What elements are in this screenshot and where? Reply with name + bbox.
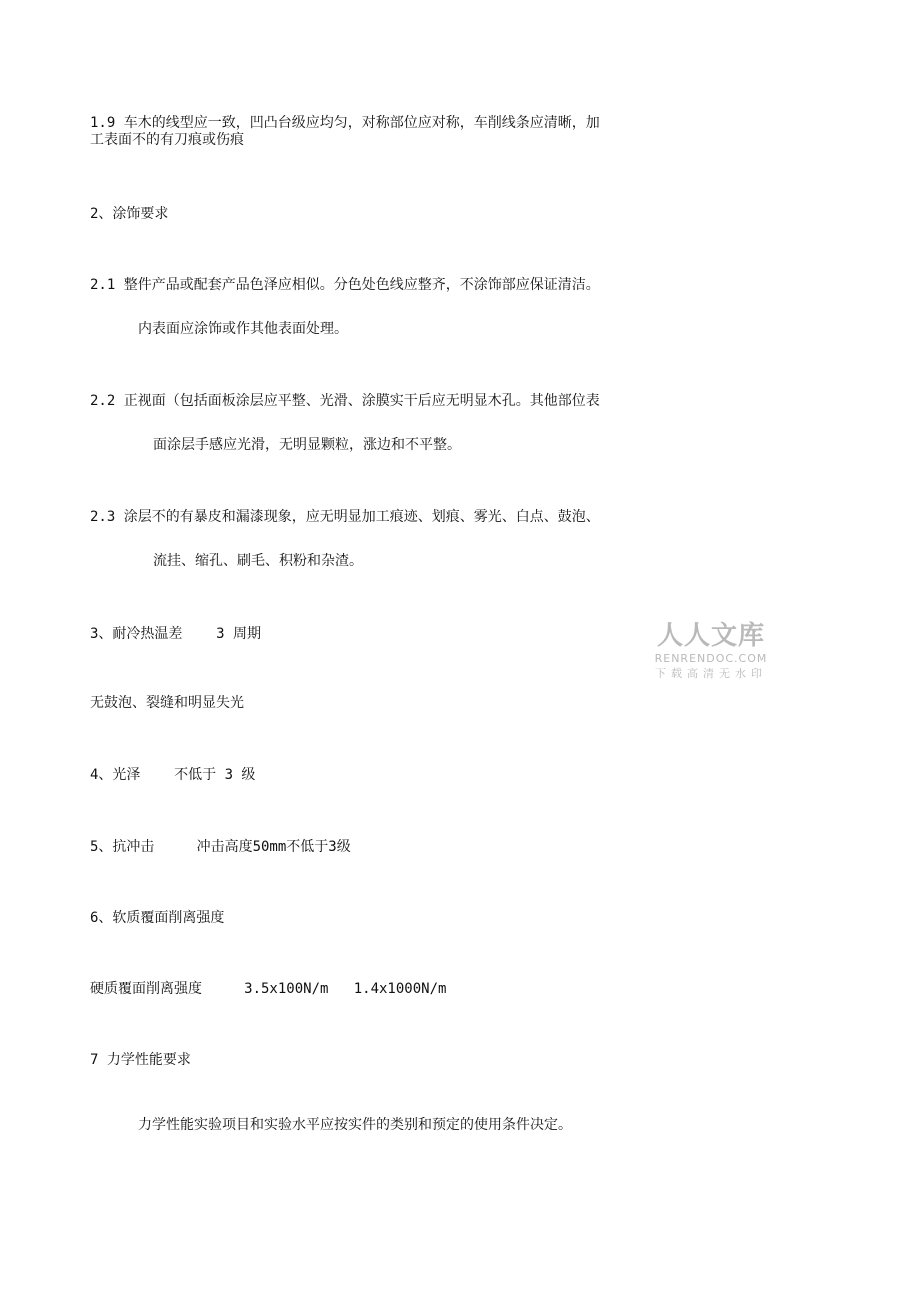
section-2-heading: 2、涂饰要求 <box>90 206 169 222</box>
section-4-heading: 4、光泽 不低于 3 级 <box>90 767 256 783</box>
section-3-detail: 无鼓泡、裂缝和明显失光 <box>90 695 244 711</box>
section-6-detail: 硬质覆面削离强度 3.5x100N/m 1.4x1000N/m <box>90 981 447 997</box>
clause-2-1-line-2: 内表面应涂饰或作其他表面处理。 <box>138 321 348 337</box>
section-3-heading: 3、耐冷热温差 3 周期 <box>90 626 262 642</box>
clause-2-2-line-2: 面涂层手感应光滑，无明显颗粒，涨边和不平整。 <box>153 437 461 453</box>
clause-2-1-line-1: 2.1 整件产品或配套产品色泽应相似。分色处色线应整齐，不涂饰部应保证清洁。 <box>90 277 600 293</box>
watermark-title: 人人文库 <box>656 621 765 651</box>
clause-1-9-line-2: 工表面不的有刀痕或伤痕 <box>90 132 244 148</box>
clause-1-9-line-1: 1.9 车木的线型应一致，凹凸台级应均匀，对称部位应对称，车削线条应清晰，加 <box>90 115 600 131</box>
clause-2-3-line-1: 2.3 涂层不的有暴皮和漏漆现象，应无明显加工痕迹、划痕、雾光、白点、鼓泡、 <box>90 509 600 525</box>
section-7-detail: 力学性能实验项目和实验水平应按实件的类别和预定的使用条件决定。 <box>138 1117 572 1133</box>
watermark-url: RENRENDOC.COM <box>654 652 768 665</box>
section-7-heading: 7 力学性能要求 <box>90 1052 191 1068</box>
section-5-heading: 5、抗冲击 冲击高度50mm不低于3级 <box>90 839 351 855</box>
renrendoc-watermark <box>648 620 774 682</box>
section-6-heading: 6、软质覆面削离强度 <box>90 910 225 926</box>
clause-2-3-line-2: 流挂、缩孔、刷毛、积粉和杂渣。 <box>153 553 363 569</box>
watermark-slogan: 下载高清无水印 <box>655 667 767 680</box>
clause-2-2-line-1: 2.2 正视面（包括面板涂层应平整、光滑、涂膜实干后应无明显木孔。其他部位表 <box>90 393 600 409</box>
